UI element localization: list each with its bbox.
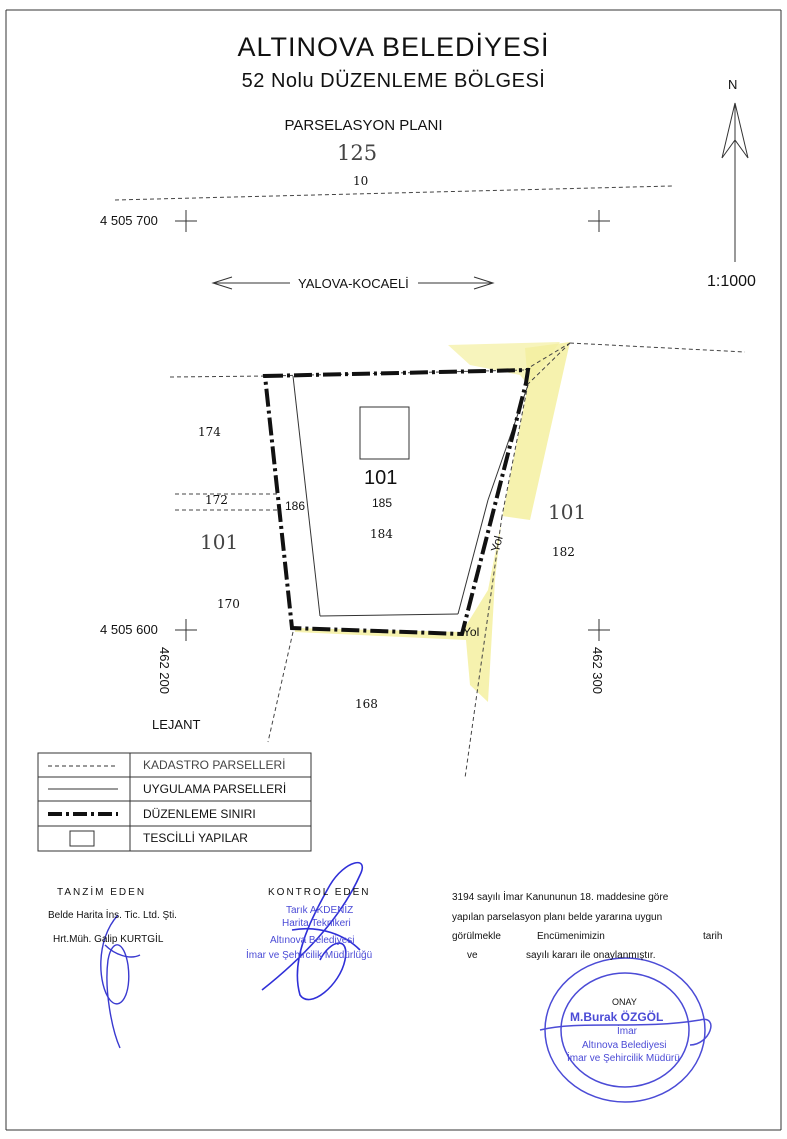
municipality-title: ALTINOVA BELEDİYESİ: [237, 32, 550, 62]
main-parcel-number: 101: [364, 467, 398, 489]
parcel-172: 172: [205, 493, 228, 507]
kontrol-stamp-dept: İmar ve Şehircilik Müdürlüğü: [246, 950, 373, 961]
parcel-186: 186: [285, 499, 306, 513]
plan-title: PARSELASYON PLANI: [284, 117, 443, 134]
approval-line-2: yapılan parselasyon planı belde yararına uygun: [452, 912, 663, 923]
parcel-182: 182: [552, 545, 575, 559]
road-area: [295, 342, 570, 702]
grid-cross-top-left: [175, 210, 197, 232]
legend-title: LEJANT: [152, 717, 201, 732]
coord-northing-bottom: 4 505 600: [100, 622, 158, 637]
legend-item-boundary: DÜZENLEME SINIRI: [143, 807, 256, 821]
block-left: 101: [200, 530, 239, 554]
legend-symbol-building: [70, 831, 94, 846]
approval-line-3b: Encümenimizin: [537, 931, 605, 942]
road-arrow-right: [418, 277, 493, 289]
north-label: N: [728, 77, 738, 92]
kontrol-stamp-name: Tarık AKDENİZ: [286, 905, 354, 916]
signature-kontrol: [262, 863, 362, 1000]
tanzim-heading: TANZİM EDEN: [57, 887, 147, 898]
legend-item-buildings: TESCİLLİ YAPILAR: [143, 831, 248, 845]
approval-stamp-dept: İmar ve Şehircilik Müdürü: [567, 1053, 680, 1064]
approval-stamp-org: Altınova Belediyesi: [582, 1040, 667, 1051]
region-title: 52 Nolu DÜZENLEME BÖLGESİ: [241, 70, 546, 92]
onay-label: ONAY: [612, 997, 637, 1007]
parcel-number-top: 10: [353, 174, 369, 188]
parcel-174: 174: [198, 425, 221, 439]
kontrol-heading: KONTROL EDEN: [268, 887, 371, 898]
approval-stamp-title: İmar: [617, 1026, 637, 1037]
legend-item-cadastral: KADASTRO PARSELLERİ: [143, 758, 286, 772]
approval-line-3a: görülmekle: [452, 931, 501, 942]
parcel-168: 168: [355, 697, 378, 711]
cadastral-line-top: [115, 186, 672, 200]
registered-building: [360, 407, 409, 459]
coord-easting-left: 462 200: [157, 647, 172, 694]
approval-line-3c: tarih: [703, 931, 723, 942]
legend-item-application: UYGULAMA PARSELLERİ: [143, 782, 287, 796]
coord-northing-top: 4 505 700: [100, 213, 158, 228]
road-label: YALOVA-KOCAELİ: [298, 276, 409, 291]
grid-cross-bottom-left: [175, 619, 197, 641]
parcel-185: 185: [372, 496, 393, 510]
north-arrow-icon: [722, 103, 748, 262]
parcel-184: 184: [370, 527, 393, 541]
road-label-yol: Yol: [463, 625, 480, 639]
approval-line-4b: sayılı kararı ile onaylanmıştır.: [526, 950, 656, 961]
block-right: 101: [548, 500, 587, 524]
tanzim-person: Hrt.Müh. Galip KURTGİL: [53, 934, 164, 945]
cadastral-lines: [170, 343, 745, 778]
tanzim-company: Belde Harita İns. Tic. Ltd. Şti.: [48, 910, 177, 921]
road-label-yol-vertical: Yol: [488, 534, 506, 554]
approval-line-1: 3194 sayılı İmar Kanununun 18. maddesine göre: [452, 892, 669, 903]
block-number-top: 125: [337, 141, 378, 165]
scale-label: 1:1000: [707, 273, 756, 290]
road-arrow-left: [213, 277, 290, 289]
kontrol-stamp-org: Altınova Belediyesi: [270, 935, 355, 946]
coord-easting-right: 462 300: [590, 647, 605, 694]
kontrol-stamp-title: Harita Teknikeri: [282, 918, 351, 929]
approval-line-4a: ve: [467, 950, 478, 961]
grid-cross-bottom-right: [588, 619, 610, 641]
approval-stamp-name: M.Burak ÖZGÖL: [570, 1010, 664, 1024]
grid-cross-top-right: [588, 210, 610, 232]
parcel-170: 170: [217, 597, 240, 611]
